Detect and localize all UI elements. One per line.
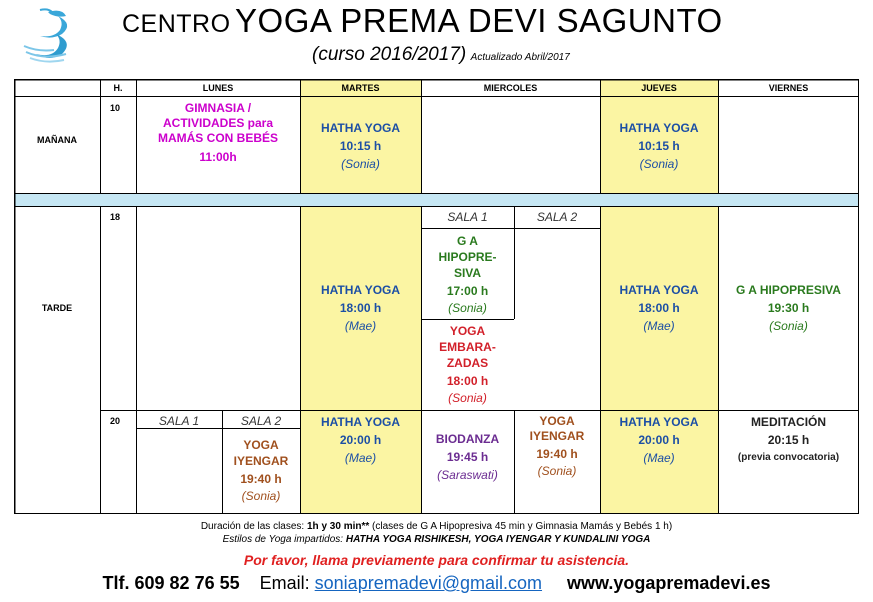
class-yoga-iyengar-wed (514, 413, 600, 489)
course-year: (curso 2016/2017) (312, 44, 467, 65)
email-link[interactable]: soniapremadevi@gmail.com (314, 573, 543, 593)
emb-line2: EMBARA- (439, 340, 496, 354)
header-wednesday: MIERCOLES (483, 83, 538, 93)
meditacion-note: (previa convocatoria) (737, 452, 840, 463)
iyengar-wed-line2: IYENGAR (529, 429, 585, 443)
ga-wed-teacher: (Sonia) (448, 301, 487, 315)
ga-fri-time: 19:30 h (767, 301, 810, 315)
hatha-thu-morning-teacher: (Sonia) (639, 157, 679, 171)
emb-line1: YOGA (449, 324, 486, 338)
wed-sala1-label: SALA 1 (447, 210, 488, 224)
title-main: YOGA PREMA DEVI SAGUNTO (235, 2, 723, 39)
row-label-morning: MAÑANA (37, 135, 77, 145)
ga-wed-time: 17:00 h (446, 284, 489, 298)
gimnasia-time: 11:00h (199, 150, 237, 164)
hatha-thu-20-name: HATHA YOGA (619, 415, 699, 429)
iyengar-mon-teacher: (Sonia) (241, 489, 281, 503)
class-ga-hipopresiva-fri (718, 281, 859, 341)
class-ga-hipopresiva-wed (421, 233, 514, 317)
class-hatha-thu-morning (600, 119, 718, 179)
iyengar-wed-teacher: (Sonia) (537, 464, 577, 478)
iyengar-wed-line1: YOGA (539, 414, 575, 428)
hour-20: 20 (110, 416, 121, 426)
ga-wed-line1: G A (457, 234, 478, 248)
emb-line3: ZADAS (446, 356, 489, 370)
website[interactable]: www.yogapremadevi.es (567, 573, 771, 593)
class-hatha-thu-20 (600, 413, 718, 473)
hatha-thu-20-time: 20:00 h (638, 433, 680, 447)
class-hatha-thu-18 (600, 281, 718, 341)
gimnasia-line3: MAMÁS CON BEBÉS (157, 131, 278, 145)
class-meditacion (718, 413, 859, 473)
hatha-tue-18-time: 18:00 h (339, 301, 382, 315)
hatha-thu-18-time: 18:00 h (638, 301, 680, 315)
duration-prefix: Duración de las clases: (200, 521, 307, 532)
duration-bold: 1h y 30 min** (307, 521, 370, 532)
hatha-tue-morning-teacher: (Sonia) (341, 157, 380, 171)
class-biodanza (421, 430, 514, 490)
class-hatha-tue-20 (300, 413, 421, 473)
email-label: Email: (259, 573, 310, 593)
schedule-table (14, 79, 859, 514)
ga-wed-line3: SIVA (453, 266, 482, 280)
header-tuesday: MARTES (341, 83, 380, 93)
hatha-thu-18-teacher: (Mae) (643, 319, 675, 333)
hatha-thu-18-name: HATHA YOGA (619, 283, 699, 297)
hatha-tue-18-teacher: (Mae) (344, 319, 377, 333)
hour-18: 18 (110, 212, 121, 222)
hatha-thu-morning-time: 10:15 h (638, 139, 680, 153)
iyengar-mon-line1: YOGA (243, 438, 279, 452)
iyengar-wed-time: 19:40 h (536, 447, 578, 461)
hatha-tue-20-time: 20:00 h (339, 433, 382, 447)
hatha-tue-18-name: HATHA YOGA (320, 283, 401, 297)
meditacion-time: 20:15 h (767, 433, 810, 447)
hatha-thu-morning-name: HATHA YOGA (619, 121, 699, 135)
phone: Tlf. 609 82 76 55 (102, 573, 240, 593)
row-label-afternoon: TARDE (41, 303, 73, 313)
subtitle (312, 44, 570, 66)
header-hour: H. (113, 83, 123, 93)
emb-teacher: (Sonia) (448, 391, 487, 405)
hatha-thu-20-teacher: (Mae) (643, 451, 675, 465)
hatha-tue-20-name: HATHA YOGA (320, 415, 401, 429)
hatha-tue-20-teacher: (Mae) (344, 451, 377, 465)
updated-date: Actualizado Abril/2017 (470, 52, 570, 63)
class-gimnasia-mamas (136, 101, 300, 191)
hatha-tue-morning-time: 10:15 h (339, 139, 382, 153)
duration-note (0, 521, 873, 532)
class-hatha-tue-morning (300, 119, 421, 179)
styles-note (0, 534, 873, 545)
header-monday: LUNES (202, 83, 234, 93)
ga-wed-line2: HIPOPRE- (438, 250, 497, 264)
iyengar-mon-time: 19:40 h (240, 472, 282, 486)
yoga-logo-icon (18, 6, 94, 68)
mon-sala1-label: SALA 1 (158, 414, 200, 428)
duration-suffix: (clases de G A Hipopresiva 45 min y Gimnasia Mamás y Bebés 1 h) (369, 521, 673, 532)
wed-sala2-label: SALA 2 (536, 210, 578, 224)
emb-time: 18:00 h (446, 374, 489, 388)
header-thursday: JUEVES (641, 83, 677, 93)
styles-bold: HATHA YOGA RISHIKESH, YOGA IYENGAR Y KUNDALINI YOGA (345, 534, 651, 545)
biodanza-teacher: (Saraswati) (437, 468, 498, 482)
gimnasia-line2: ACTIVIDADES para (162, 116, 274, 130)
contact-line (0, 573, 873, 594)
biodanza-time: 19:45 h (446, 450, 489, 464)
mon-sala2-label: SALA 2 (240, 414, 282, 428)
gimnasia-line1: GIMNASIA / (184, 101, 252, 115)
hour-10: 10 (110, 103, 121, 113)
styles-prefix: Estilos de Yoga impartidos: (222, 534, 346, 545)
biodanza-name: BIODANZA (435, 432, 500, 446)
class-yoga-embarazadas (421, 323, 514, 407)
ga-fri-teacher: (Sonia) (769, 319, 808, 333)
class-yoga-iyengar-mon (222, 436, 300, 512)
class-hatha-tue-18 (300, 281, 421, 341)
call-notice: Por favor, llama previamente para confirmar tu asistencia. (243, 552, 630, 568)
hatha-tue-morning-name: HATHA YOGA (320, 121, 401, 135)
meditacion-name: MEDITACIÓN (750, 415, 827, 429)
page-title (122, 2, 842, 40)
header-friday: VIERNES (768, 83, 809, 93)
title-prefix: CENTRO (122, 10, 231, 38)
iyengar-mon-line2: IYENGAR (233, 454, 289, 468)
ga-fri-name: G A HIPOPRESIVA (736, 283, 841, 297)
